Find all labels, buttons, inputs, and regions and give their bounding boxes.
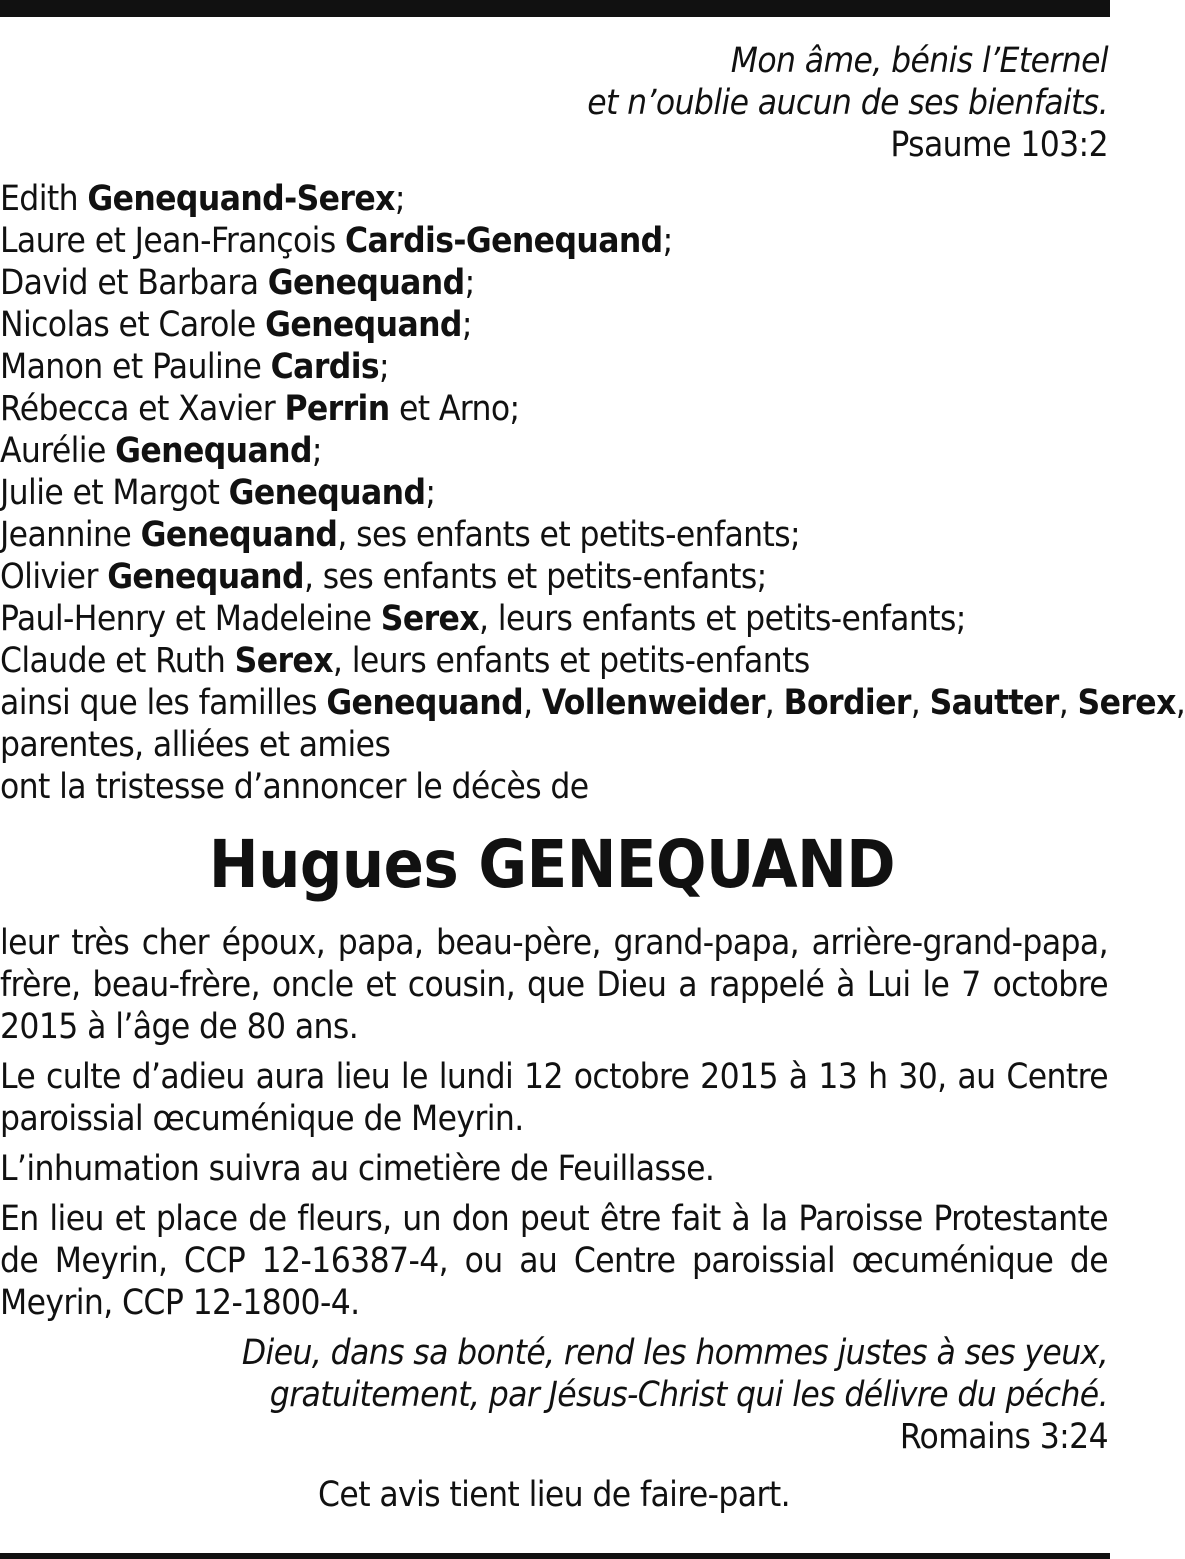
family-surname: Genequand-Serex	[87, 179, 395, 219]
family-line: Julie et Margot Genequand;	[0, 473, 436, 513]
family-surname: Genequand	[228, 473, 426, 513]
family-surname: Serex	[380, 599, 480, 639]
closing-verse-line-1: Dieu, dans sa bonté, rend les hommes justes à ses yeux,	[241, 1333, 1108, 1373]
families-line: ainsi que les familles Genequand, Vollenweider, Bordier, Sautter, Serex,	[0, 683, 1185, 723]
family-line: Aurélie Genequand;	[0, 431, 322, 471]
relatives-line: parentes, alliées et amies	[0, 725, 391, 765]
family-surname: Genequand	[115, 431, 312, 471]
family-line: Nicolas et Carole Genequand;	[0, 305, 472, 345]
opening-verse	[0, 40, 1108, 166]
family-line: Paul-Henry et Madeleine Serex, leurs enfants et petits-enfants;	[0, 599, 966, 639]
opening-verse-reference: Psaume 103:2	[890, 125, 1108, 165]
family-surname: Cardis-Genequand	[345, 221, 663, 261]
family-line: Jeannine Genequand, ses enfants et petits-enfants;	[0, 515, 801, 555]
burial-paragraph: L’inhumation suivra au cimetière de Feuillasse.	[0, 1149, 715, 1189]
closing-verse	[0, 1332, 1108, 1458]
family-surname: Perrin	[284, 389, 390, 429]
family-line: Edith Genequand-Serex;	[0, 179, 405, 219]
family-surname: Sautter	[929, 683, 1059, 723]
family-line: Rébecca et Xavier Perrin et Arno;	[0, 389, 520, 429]
bottom-rule	[0, 1553, 1110, 1559]
family-surname: Cardis	[270, 347, 380, 387]
family-surname: Vollenweider	[541, 683, 765, 723]
closing-note: Cet avis tient lieu de faire-part.	[318, 1475, 790, 1515]
family-surname: Serex	[1077, 683, 1176, 723]
opening-verse-line-2: et n’oublie aucun de ses bienfaits.	[587, 83, 1108, 123]
family-line: Laure et Jean-François Cardis-Genequand;	[0, 221, 673, 261]
family-surname: Genequand	[267, 263, 465, 303]
family-line: Claude et Ruth Serex, leurs enfants et petits-enfants	[0, 641, 810, 681]
announcement-line: ont la tristesse d’annoncer le décès de	[0, 767, 589, 807]
family-line: Manon et Pauline Cardis;	[0, 347, 390, 387]
family-list	[0, 178, 1185, 808]
tribute-paragraph: leur très cher époux, papa, beau-père, grand-papa, arrière-grand-papa, frère, beau-frère, oncle et cousin, que Dieu a rappelé à Lui le 7 octobre 2015 à l’âge de 80 ans.	[0, 923, 1108, 1047]
family-line: Olivier Genequand, ses enfants et petits-enfants;	[0, 557, 767, 597]
family-surname: Serex	[234, 641, 333, 681]
family-surname: Genequand	[265, 305, 462, 345]
donation-paragraph: En lieu et place de fleurs, un don peut être fait à la Paroisse Protestante de Meyrin, CCP 12-16387-4, ou au Centre paroissial œcuménique de Meyrin, CCP 12-1800-4.	[0, 1199, 1108, 1323]
opening-verse-line-1: Mon âme, bénis l’Eternel	[730, 41, 1108, 81]
service-paragraph: Le culte d’adieu aura lieu le lundi 12 octobre 2015 à 13 h 30, au Centre paroissial œcuménique de Meyrin.	[0, 1057, 1108, 1139]
family-surname: Genequand	[140, 515, 338, 555]
deceased-name: Hugues GENEQUAND	[208, 826, 896, 903]
closing-verse-line-2: gratuitement, par Jésus-Christ qui les délivre du péché.	[269, 1375, 1108, 1415]
family-surname: Genequand	[326, 683, 524, 723]
closing-verse-reference: Romains 3:24	[899, 1417, 1108, 1457]
obituary-notice	[0, 40, 1185, 1516]
top-rule	[0, 0, 1110, 17]
family-surname: Genequand	[107, 557, 304, 597]
family-line: David et Barbara Genequand;	[0, 263, 475, 303]
family-surname: Bordier	[783, 683, 911, 723]
